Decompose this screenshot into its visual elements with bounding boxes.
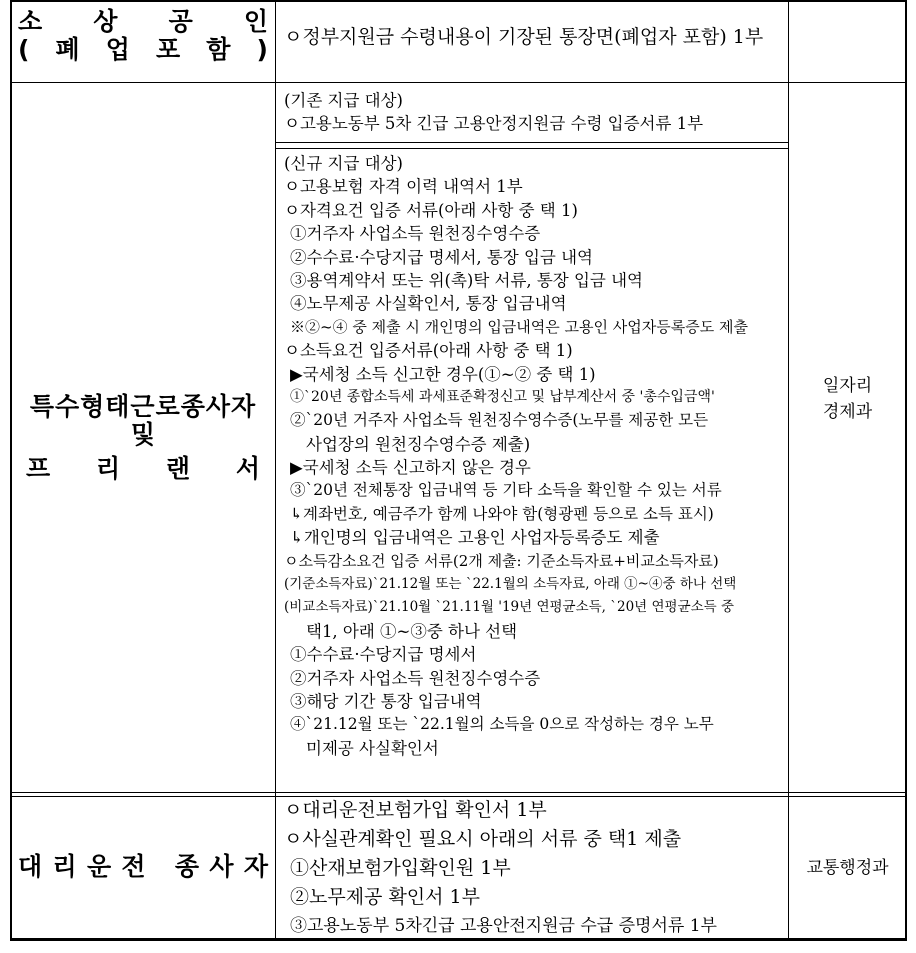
category-special-workers <box>18 393 268 483</box>
doc-list-new-recipients <box>284 152 748 760</box>
doc-line: ㅇ소득감소요건 입증 서류(2개 제출: 기준소득자료+비교소득자료) <box>284 551 719 570</box>
doc-line: ①거주자 사업소득 원천징수영수증 <box>290 224 541 244</box>
doc-line: ▶국세청 소득 신고한 경우(①~② 중 택 1) <box>290 364 596 384</box>
doc-list-small-business <box>284 23 763 52</box>
column-divider-category <box>275 0 276 940</box>
category-small-business <box>18 8 268 64</box>
doc-line: ③해당 기간 통장 입금내역 <box>290 691 482 711</box>
category-line: 대 리 운 전 종 사 자 <box>18 852 268 881</box>
table-border-top <box>10 0 907 2</box>
doc-line: ①산재보험가입확인원 1부 <box>290 857 511 879</box>
doc-line: ④노무제공 사실확인서, 통장 입금내역 <box>290 294 567 314</box>
doc-line: ①수수료·수당지급 명세서 <box>290 645 477 665</box>
column-divider-department <box>788 0 789 940</box>
category-designated-drivers <box>18 853 268 881</box>
doc-line: 택1, 아래 ①~③중 하나 선택 <box>306 621 518 641</box>
category-line: 프 리 랜 서 <box>26 454 260 483</box>
department-jobs-economy <box>790 373 905 425</box>
doc-line: ③고용노동부 5차긴급 고용안전지원금 수급 증명서류 1부 <box>290 916 717 936</box>
row-divider-1 <box>10 82 907 83</box>
category-line: 소 상 공 인 <box>18 7 268 36</box>
doc-line: 사업장의 원천징수영수증 제출) <box>306 434 531 454</box>
doc-note: ※②~④ 중 제출 시 개인명의 입금내역은 고용인 사업자등록증도 제출 <box>290 317 748 336</box>
doc-line: ①`20년 종합소득세 과세표준확정신고 및 납부계산서 중 '총수입금액' <box>290 388 715 405</box>
doc-list-existing-recipients <box>284 89 703 136</box>
doc-line: ↳계좌번호, 예금주가 함께 나와야 함(형광펜 등으로 소득 표시) <box>290 504 714 523</box>
department-traffic-admin <box>790 855 905 881</box>
doc-line: ㅇ자격요건 입증 서류(아래 사항 중 택 1) <box>284 200 578 220</box>
doc-line: ③용역계약서 또는 위(촉)탁 서류, 통장 입금 내역 <box>290 270 643 290</box>
table-border-left <box>10 0 12 941</box>
section-heading: (신규 지급 대상) <box>284 154 403 173</box>
doc-line: ㅇ대리운전보험가입 확인서 1부 <box>284 799 547 821</box>
doc-line: (기준소득자료)`21.12월 또는 `22.1월의 소득자료, 아래 ①~④중 하나 선택 <box>284 576 737 593</box>
doc-line: ▶국세청 소득 신고하지 않은 경우 <box>290 458 531 478</box>
category-line: 특수형태근로종사자 <box>29 392 257 421</box>
doc-line: ㅇ소득요건 입증서류(아래 사항 중 택 1) <box>284 341 573 361</box>
doc-list-designated-drivers <box>284 796 717 941</box>
doc-line: ②수수료·수당지급 명세서, 통장 입금 내역 <box>290 247 593 267</box>
doc-line: 미제공 사실확인서 <box>306 738 439 758</box>
doc-line: ②거주자 사업소득 원천징수영수증 <box>290 668 541 688</box>
section-divider-1 <box>275 142 789 143</box>
row-divider-2a <box>10 792 907 793</box>
section-heading: (기존 지급 대상) <box>284 91 403 110</box>
category-line: ( 폐 업 포 함 ) <box>18 35 268 64</box>
doc-line: ㅇ정부지원금 수령내용이 기장된 통장면(폐업자 포함) 1부 <box>284 26 764 48</box>
doc-line: (비교소득자료)`21.10월 `21.11월 '19년 연평균소득, `20년 연평균소득 중 <box>284 599 735 616</box>
department-line: 교통행정과 <box>806 858 889 878</box>
doc-line: ③`20년 전체통장 입금내역 등 기타 소득을 확인할 수 있는 서류 <box>290 481 722 500</box>
doc-line: ②`20년 거주자 사업소득 원천징수영수증(노무를 제공한 모든 <box>290 411 709 430</box>
category-line: 및 <box>130 420 156 449</box>
doc-line: ↳개인명의 입금내역은 고용인 사업자등록증도 제출 <box>290 528 660 548</box>
doc-line: ㅇ고용노동부 5차 긴급 고용안정지원금 수령 입증서류 1부 <box>284 114 704 134</box>
doc-line: ②노무제공 확인서 1부 <box>290 886 480 908</box>
department-line: 일자리 <box>822 376 873 396</box>
table-border-right <box>905 0 907 941</box>
doc-line: ㅇ사실관계확인 필요시 아래의 서류 중 택1 제출 <box>284 828 682 850</box>
doc-line: ㅇ고용보험 자격 이력 내역서 1부 <box>284 177 523 197</box>
department-line: 경제과 <box>822 402 873 422</box>
doc-line: ④`21.12월 또는 `22.1월의 소득을 0으로 작성하는 경우 노무 <box>290 715 714 734</box>
section-divider-2 <box>275 148 789 149</box>
